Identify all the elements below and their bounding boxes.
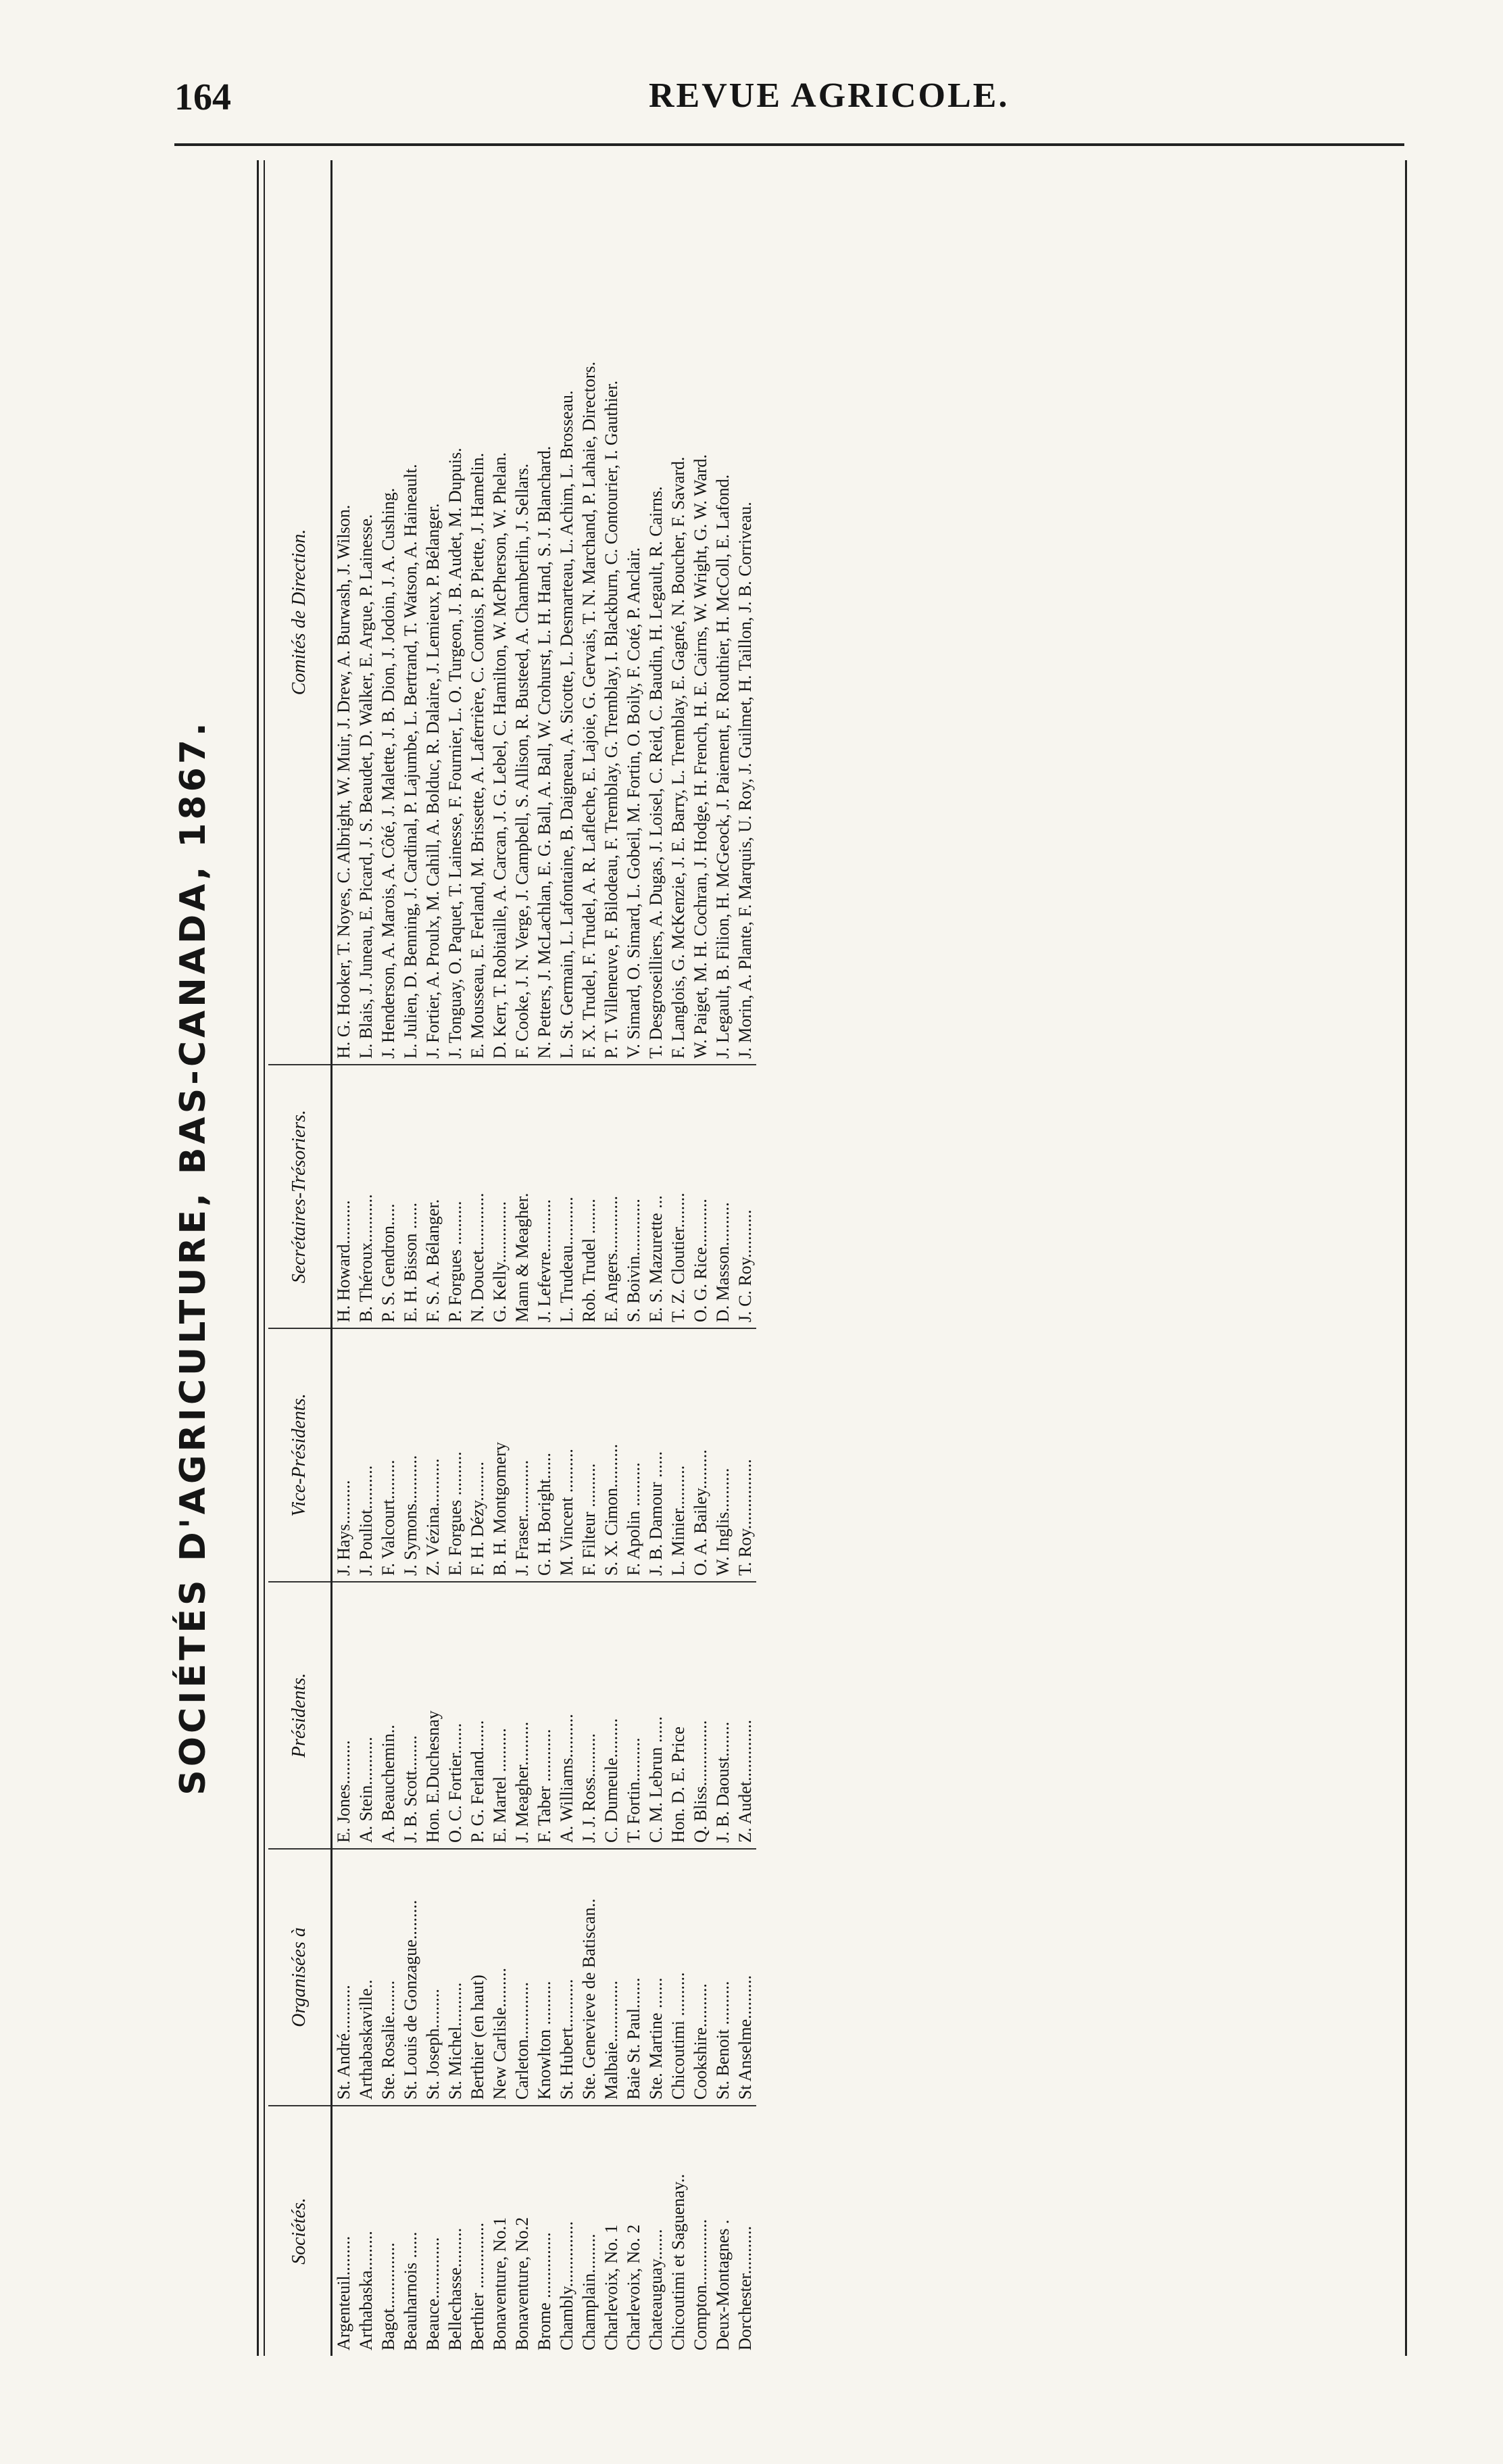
organisee-cell: St. Louis de Gonzague......... — [399, 1849, 422, 2106]
secretaire-cell: E. H. Bisson ...... — [399, 1065, 422, 1328]
secretaire-cell: F. S. A. Bélanger. — [422, 1065, 444, 1328]
page-number: 164 — [174, 76, 231, 118]
societe-cell: Charlevoix, No. 2 — [624, 2224, 643, 2350]
societe-cell: Champlain......... — [579, 2233, 599, 2350]
vice-president-cell: F. H. Dézy......... — [466, 1328, 489, 1582]
header-rule — [174, 143, 1404, 146]
secretaire-cell: J. C. Roy........... — [734, 1065, 756, 1328]
secretaire-cell: Mann & Meagher. — [511, 1065, 533, 1328]
president-cell: A. Stein........... — [355, 1582, 377, 1849]
president-cell: E. Martel .......... — [489, 1582, 511, 1849]
president-cell: Hon. E.Duchesnay — [422, 1582, 444, 1849]
societe-cell: Chambly............... — [557, 2221, 576, 2350]
secretaire-cell: D. Masson.......... — [712, 1065, 734, 1328]
table-frame — [257, 160, 1407, 2356]
vice-president-cell: J. B. Damour ...... — [645, 1328, 667, 1582]
comite-cell: F. X. Trudel, F. Trudel, A. R. Lafleche, E. Lajoie, G. Gervais, T. N. Marchand, P. Lahaie, Directors. — [578, 160, 600, 1065]
comite-cell: L. Blais, J. Juneau, E. Picard, J. S. Beaudet, D. Walker, E. Argue, P. Lainesse. — [355, 160, 377, 1065]
organisee-cell: Cookshire.......... — [689, 1849, 712, 2106]
table-row — [645, 160, 667, 2356]
societe-cell: Charlevoix, No. 1 — [601, 2224, 621, 2350]
comite-cell: N. Petters, J. McLachlan, E. G. Ball, A. Ball, W. Crohurst, L. H. Hand, S. J. Blanchard. — [533, 160, 556, 1065]
vice-president-cell: F. Valcourt......... — [377, 1328, 399, 1582]
societe-cell: Bonaventure, No.1 — [490, 2217, 510, 2350]
table-row — [466, 160, 489, 2356]
vice-president-cell: F. Filteur .......... — [578, 1328, 600, 1582]
comite-cell: E. Mousseau, E. Ferland, M. Brissette, A. Laferrière, C. Contois, P. Piette, J. Hamelin. — [466, 160, 489, 1065]
header-comites: Comités de Direction. — [268, 160, 332, 1065]
header-organisees: Organisées à — [268, 1849, 332, 2106]
comite-cell: H. G. Hooker, T. Noyes, C. Albright, W. Muir, J. Drew, A. Burwash, J. Wilson. — [332, 160, 355, 1065]
societe-cell: Brome ............... — [535, 2232, 554, 2350]
vice-president-cell: S. X. Cimon.......... — [600, 1328, 622, 1582]
societe-cell: Chicoutimi et Saguenay.. — [668, 2173, 688, 2350]
table-row — [355, 160, 377, 2356]
societe-cell: Bellechasse......... — [445, 2227, 465, 2350]
vice-president-cell: G. H. Boright...... — [533, 1328, 556, 1582]
president-cell: O. C. Fortier....... — [444, 1582, 466, 1849]
vice-president-cell: M. Vincent .......... — [556, 1328, 578, 1582]
table-header-row — [268, 160, 332, 2356]
comite-cell: P. T. Villeneuve, F. Bilodeau, F. Tremblay, G. Tremblay, I. Blackburn, C. Contourier, I. Gauthier. — [600, 160, 622, 1065]
secretaire-cell: L. Trudeau........... — [556, 1065, 578, 1328]
vice-president-cell: J. Fraser............. — [511, 1328, 533, 1582]
table-row — [578, 160, 600, 2356]
vice-president-cell: T. Roy................ — [734, 1328, 756, 1582]
secretaire-cell: P. Forgues .......... — [444, 1065, 466, 1328]
comite-cell: J. Legault, B. Filion, H. McGeock, J. Paiement, F. Routhier, H. McColl, E. Lafond. — [712, 160, 734, 1065]
comite-cell: F. Cooke, J. N. Verge, J. Campbell, S. Allison, R. Busteed, A. Chamberlin, J. Sellars. — [511, 160, 533, 1065]
table-row — [600, 160, 622, 2356]
table-row — [734, 160, 756, 2356]
comite-cell: J. Henderson, A. Marois, A. Côté, J. Malette, J. B. Dion, J. Jodoin, J. A. Cushing. — [377, 160, 399, 1065]
societe-cell: Argenteuil......... — [334, 2236, 353, 2350]
president-cell: J. B. Scott........ — [399, 1582, 422, 1849]
secretaire-cell: B. Théroux........... — [355, 1065, 377, 1328]
organisee-cell: Ste. Genevieve de Batiscan.. — [578, 1849, 600, 2106]
organisee-cell: Knowlton .......... — [533, 1849, 556, 2106]
table-row — [667, 160, 689, 2356]
president-cell: C. M. Lebrun ...... — [645, 1582, 667, 1849]
societe-cell: Berthier ............... — [468, 2222, 487, 2350]
vice-president-cell: E. Forgues .......... — [444, 1328, 466, 1582]
table-body — [332, 160, 757, 2356]
running-head: REVUE AGRICOLE. — [649, 76, 1010, 115]
organisee-cell: St. Michel.......... — [444, 1849, 466, 2106]
secretaire-cell: E. S. Mazurette ... — [645, 1065, 667, 1328]
president-cell: C. Dumeule......... — [600, 1582, 622, 1849]
comite-cell: J. Morin, A. Plante, F. Marquis, U. Roy, J. Guilmet, H. Taillon, J. B. Corriveau. — [734, 160, 756, 1065]
comite-cell: W. Paiget, M. H. Cochran, J. Hodge, H. French, H. E. Cairns, W. Wright, G. W. Ward. — [689, 160, 712, 1065]
vice-president-cell: W. Inglis.......... — [712, 1328, 734, 1582]
societe-cell: Bagot............... — [378, 2242, 398, 2350]
president-cell: A. Beauchemin.. — [377, 1582, 399, 1849]
president-cell: Hon. D. E. Price — [667, 1582, 689, 1849]
president-cell: F. Taber ............ — [533, 1582, 556, 1849]
president-cell: J. Meagher.......... — [511, 1582, 533, 1849]
table-row — [712, 160, 734, 2356]
vice-president-cell: O. A. Bailey......... — [689, 1328, 712, 1582]
table-row — [511, 160, 533, 2356]
vice-president-cell: F. Apolin .......... — [622, 1328, 645, 1582]
vice-president-cell: J. Hays.......... — [332, 1328, 355, 1582]
president-cell: Z. Audet.............. — [734, 1582, 756, 1849]
president-cell: A. Williams.......... — [556, 1582, 578, 1849]
organisee-cell: St Anselme.......... — [734, 1849, 756, 2106]
societe-cell: Chateauguay....... — [646, 2229, 666, 2350]
secretaire-cell: H. Howard.......... — [332, 1065, 355, 1328]
secretaire-cell: P. S. Gendron..... — [377, 1065, 399, 1328]
table-row — [332, 160, 355, 2356]
comite-cell: D. Kerr, T. Robitaille, A. Carcan, J. G. Lebel, C. Hamilton, W. McPherson, W. Phelan. — [489, 160, 511, 1065]
table-row — [377, 160, 399, 2356]
table-row — [399, 160, 422, 2356]
rotated-table-area — [169, 159, 1406, 2356]
organisee-cell: Carleton............. — [511, 1849, 533, 2106]
vice-president-cell: J. Pouliot.......... — [355, 1328, 377, 1582]
vice-president-cell: Z. Vézina........... — [422, 1328, 444, 1582]
comite-cell: L. St. Germain, L. Lafontaine, B. Daigneau, A. Sicotte, L. Desmarteau, L. Achim, L. Brosseau. — [556, 160, 578, 1065]
societe-cell: Deux-Montagnes . — [713, 2219, 733, 2350]
organisee-cell: Chicoutimi .......... — [667, 1849, 689, 2106]
president-cell: Q. Bliss............... — [689, 1582, 712, 1849]
organisee-cell: Ste. Rosalie........ — [377, 1849, 399, 2106]
table-row — [556, 160, 578, 2356]
table-row — [422, 160, 444, 2356]
organisee-cell: Arthabaskaville.. — [355, 1849, 377, 2106]
comite-cell: J. Tonguay, O. Paquet, T. Lainesse, F. Fournier, L. O. Turgeon, J. B. Audet, M. Dupuis. — [444, 160, 466, 1065]
organisee-cell: St. André........... — [332, 1849, 355, 2106]
societe-cell: Arthabaska......... — [356, 2231, 376, 2350]
secretaire-cell: O. G. Rice........... — [689, 1065, 712, 1328]
organisee-cell: Malbaie.............. — [600, 1849, 622, 2106]
president-cell: J. J. Ross.......... — [578, 1582, 600, 1849]
vice-president-cell: J. Symons........... — [399, 1328, 422, 1582]
societe-cell: Compton............... — [691, 2219, 710, 2350]
table-row — [622, 160, 645, 2356]
header-secretaires: Secrétaires-Trésoriers. — [268, 1065, 332, 1328]
secretaire-cell: Rob. Trudel ........ — [578, 1065, 600, 1328]
vice-president-cell: B. H. Montgomery — [489, 1328, 511, 1582]
comite-cell: F. Langlois, G. McKenzie, J. E. Barry, L. Tremblay, E. Gagné, N. Boucher, F. Savard. — [667, 160, 689, 1065]
table-row — [533, 160, 556, 2356]
president-cell: J. B. Daoust........ — [712, 1582, 734, 1849]
secretaire-cell: E. Angers............. — [600, 1065, 622, 1328]
table-row — [489, 160, 511, 2356]
organisee-cell: St. Joseph......... — [422, 1849, 444, 2106]
president-cell: P. G. Ferland....... — [466, 1582, 489, 1849]
societe-cell: Beauharnois ...... — [401, 2231, 420, 2350]
header-societes: Sociétés. — [268, 2106, 332, 2356]
comite-cell: T. Desgroseilliers, A. Dugas, J. Loisel, C. Reid, C. Baudin, H. Legault, R. Cairns. — [645, 160, 667, 1065]
comite-cell: J. Fortier, A. Proulx, M. Cahill, A. Bolduc, R. Dalaire, J. Lemieux, P. Bélanger. — [422, 160, 444, 1065]
organisee-cell: St. Hubert........... — [556, 1849, 578, 2106]
secretaire-cell: N. Doucet............. — [466, 1065, 489, 1328]
societe-cell: Dorchester........... — [735, 2225, 755, 2350]
vice-president-cell: L. Minier.......... — [667, 1328, 689, 1582]
societies-table — [268, 160, 756, 2356]
header-vice-presidents: Vice-Présidents. — [268, 1328, 332, 1582]
societe-cell: Bonaventure, No.2 — [512, 2217, 532, 2350]
president-cell: E. Jones.......... — [332, 1582, 355, 1849]
comite-cell: V. Simard, O. Simard, L. Gobeil, M. Fortin, O. Boily, F. Coté, P. Anclair. — [622, 160, 645, 1065]
organisee-cell: Baie St. Paul....... — [622, 1849, 645, 2106]
secretaire-cell: J. Lefevre............ — [533, 1065, 556, 1328]
secretaire-cell: T. Z. Cloutier........ — [667, 1065, 689, 1328]
table-row — [444, 160, 466, 2356]
secretaire-cell: S. Boivin............. — [622, 1065, 645, 1328]
secretaire-cell: G. Kelly.............. — [489, 1065, 511, 1328]
organisee-cell: St. Benoit .......... — [712, 1849, 734, 2106]
organisee-cell: Ste. Martine ....... — [645, 1849, 667, 2106]
societe-cell: Beauce.............. — [423, 2237, 443, 2350]
president-cell: T. Fortin.......... — [622, 1582, 645, 1849]
table-title: SOCIÉTÉS D'AGRICULTURE, BAS-CANADA, 1867. — [173, 719, 214, 1795]
organisee-cell: Berthier (en haut) — [466, 1849, 489, 2106]
table-row — [689, 160, 712, 2356]
comite-cell: L. Julien, D. Benning, J. Cardinal, P. Lajumbe, L. Bertrand, T. Watson, A. Haineault. — [399, 160, 422, 1065]
organisee-cell: New Carlisle......... — [489, 1849, 511, 2106]
header-presidents: Présidents. — [268, 1582, 332, 1849]
